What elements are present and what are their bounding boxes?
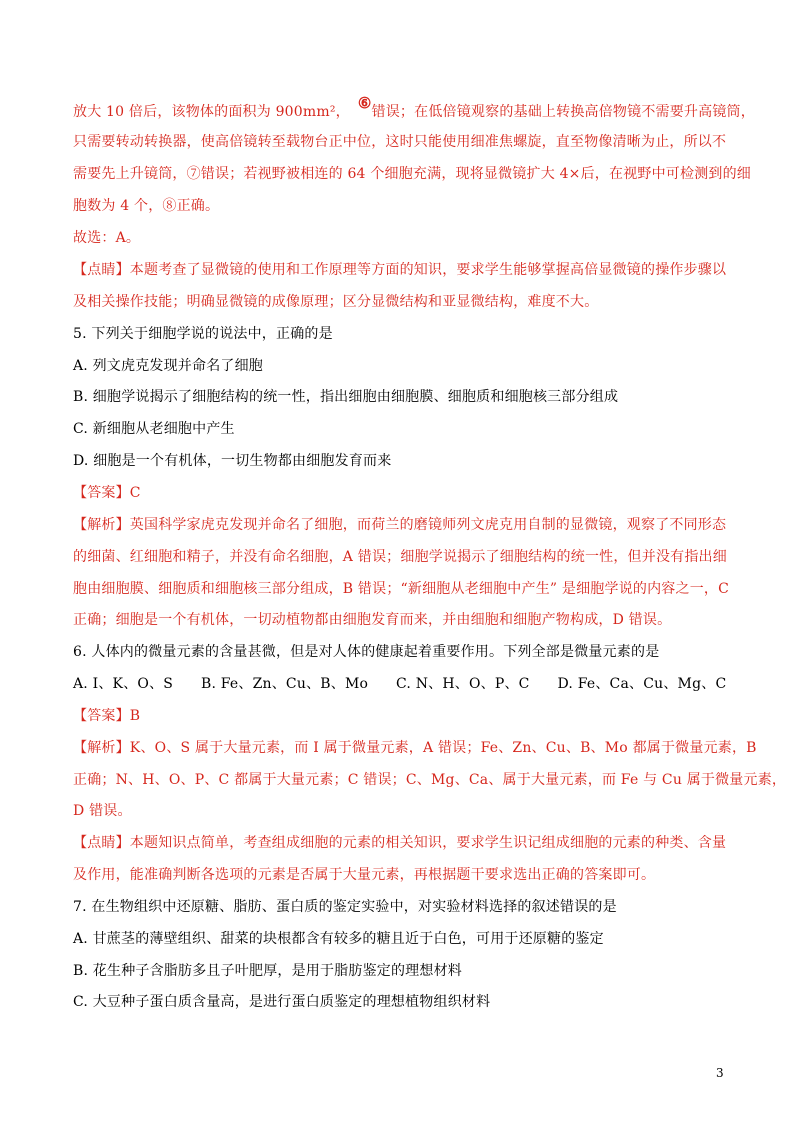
- comment-line: 【点睛】本题考查了显微镜的使用和工作原理等方面的知识，要求学生能够掌握高倍显微镜的操作步骤以: [73, 262, 727, 278]
- option-c: C. 大豆种子蛋白质含量高，是进行蛋白质鉴定的理想植物组织材料: [73, 994, 491, 1010]
- question-5: 5. 下列关于细胞学说的说法中，正确的是: [73, 326, 333, 342]
- analysis-line: 【解析】K、O、S 属于大量元素，而 I 属于微量元素，A 错误；Fe、Zn、Cu、B、Mo 都属于微量元素，B: [73, 740, 757, 756]
- option-a: A. 列文虎克发现并命名了细胞: [73, 358, 264, 374]
- question-7: 7. 在生物组织中还原糖、脂肪、蛋白质的鉴定实验中，对实验材料选择的叙述错误的是: [73, 899, 617, 915]
- option-d: D. 细胞是一个有机体，一切生物都由细胞发育而来: [73, 453, 392, 469]
- answer-5: 【答案】C: [73, 485, 141, 501]
- text-segment: 错误；在低倍镜观察的基础上转换高倍物镜不需要升高镜筒，: [371, 104, 755, 120]
- analysis-line: 的细菌、红细胞和精子，并没有命名细胞，A 错误；细胞学说揭示了细胞结构的统一性，但并没有指出细: [73, 549, 727, 565]
- text-line: 需要先上升镜筒，⑦错误；若视野被相连的 64 个细胞充满，现将显微镜扩大 4×后，在视野中可检测到的细: [73, 166, 751, 182]
- text-line: 只需要转动转换器，使高倍镜转至载物台正中位，这时只能使用细准焦螺旋，直至物像清晰为止，所以不: [73, 134, 727, 150]
- option-c: C. 新细胞从老细胞中产生: [73, 421, 235, 437]
- question-6-options: A. I、K、O、S B. Fe、Zn、Cu、B、Mo C. N、H、O、P、C D. Fe、Ca、Cu、Mg、C: [73, 676, 727, 692]
- analysis-line: D 错误。: [73, 803, 132, 819]
- text-line: 胞数为 4 个，⑧正确。: [73, 198, 220, 214]
- analysis-line: 【解析】英国科学家虎克发现并命名了细胞，而荷兰的磨镜师列文虎克用自制的显微镜，观察了不同形态: [73, 517, 727, 533]
- text-segment: 放大 10 倍后，该物体的面积为 900mm²，: [73, 104, 350, 120]
- analysis-line: 胞由细胞膜、细胞质和细胞核三部分组成，B 错误；“新细胞从老细胞中产生” 是细胞学说的内容之一，C: [73, 581, 730, 597]
- question-6: 6. 人体内的微量元素的含量甚微，但是对人体的健康起着重要作用。下列全部是微量元素的是: [73, 644, 660, 660]
- comment-line: 及相关操作技能；明确显微镜的成像原理；区分显微结构和亚显微结构，难度不大。: [73, 294, 599, 310]
- comment-line: 及作用，能准确判断各选项的元素是否属于大量元素，再根据题干要求选出正确的答案即可。: [73, 867, 656, 883]
- answer-6: 【答案】B: [73, 708, 141, 724]
- option-a: A. 甘蔗茎的薄壁组织、甜菜的块根都含有较多的糖且近于白色，可用于还原糖的鉴定: [73, 931, 604, 947]
- page-number: 3: [716, 1066, 724, 1080]
- analysis-line: 正确；N、H、O、P、C 都属于大量元素；C 错误；C、Mg、Ca、属于大量元素，而 Fe 与 Cu 属于微量元素，: [73, 772, 787, 788]
- option-b: B. 细胞学说揭示了细胞结构的统一性，指出细胞由细胞膜、细胞质和细胞核三部分组成: [73, 389, 619, 405]
- answer-choice-line: 故选：A。: [73, 230, 141, 246]
- circled-number: ⑥: [357, 94, 372, 112]
- option-b: B. 花生种子含脂肪多且子叶肥厚，是用于脂肪鉴定的理想材料: [73, 963, 462, 979]
- comment-line: 【点睛】本题知识点简单，考查组成细胞的元素的相关知识，要求学生识记组成细胞的元素的种类、含量: [73, 835, 727, 851]
- analysis-line: 正确；细胞是一个有机体，一切动植物都由细胞发育而来，并由细胞和细胞产物构成，D 错误。: [73, 612, 672, 628]
- text-line: [73, 94, 755, 122]
